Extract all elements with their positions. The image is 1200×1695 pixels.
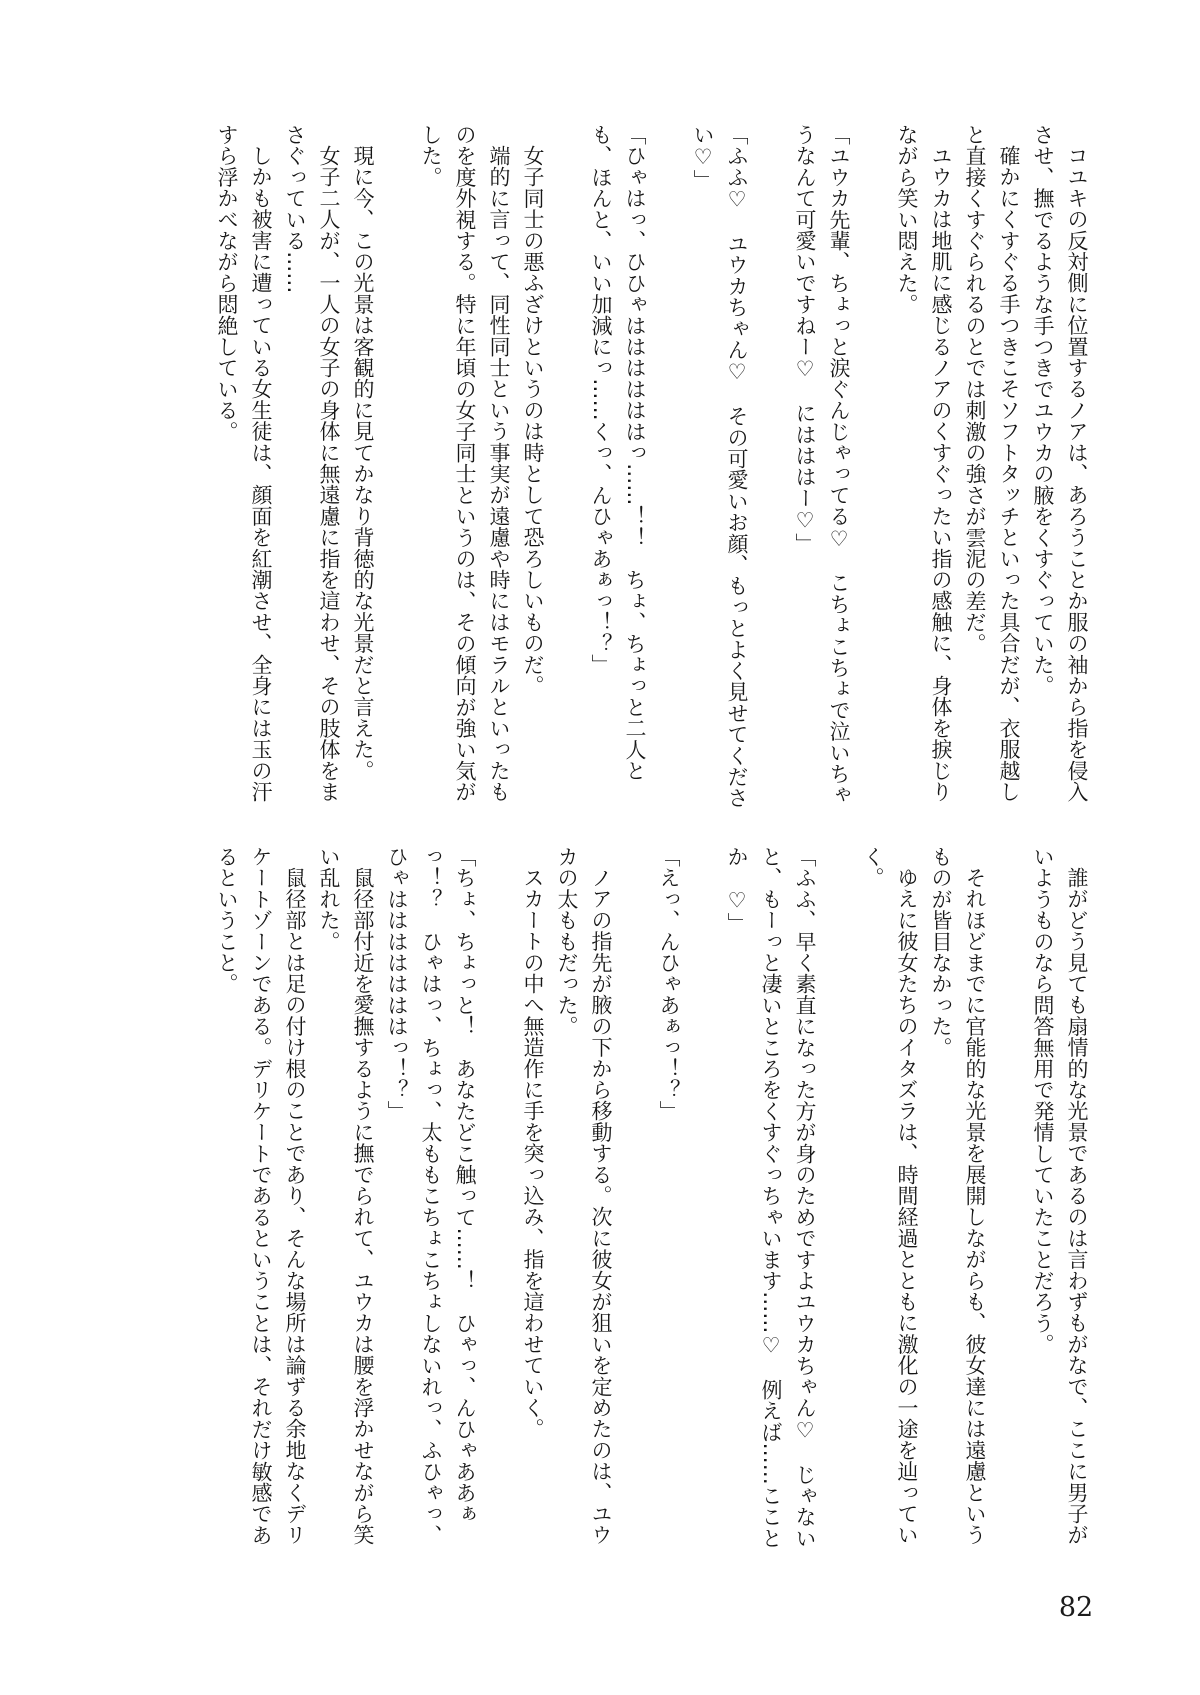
paragraph-dialogue: 「ちょ、ちょっと！ あなたどこ触って……！ ひゃっ、んひゃああぁっ！？ ひゃはっ、ちょっ、太ももこちょこちょしないれっ、ふひゃっ、ひゃはははははははっ！？」 xyxy=(385,846,477,1546)
paragraph: しかも被害に遭っている女生徒は、顔面を紅潮させ、全身には玉の汗すら浮かべながら悶絶している。 xyxy=(215,124,273,803)
paragraph: 女子同士の悪ふざけというのは時として恐ろしいものだ。 xyxy=(521,145,545,697)
text-block-bottom xyxy=(189,846,1094,1560)
paragraph: 現に今、この光景は客観的に見てかなり背徳的な光景だと言えた。 xyxy=(351,145,375,781)
paragraph: 鼠径部とは足の付け根のことであり、そんな場所は論ずる余地なくデリケートゾーンである。デリケートであるということは、それだけ敏感であるということ。 xyxy=(215,846,307,1546)
paragraph: スカートの中へ無造作に手を突っ込み、指を這わせていく。 xyxy=(521,867,545,1440)
paragraph: ユウカは地肌に感じるノアのくすぐったい指の感触に、身体を捩じりながら笑い悶えた。 xyxy=(895,124,953,803)
paragraph: ゆえに彼女たちのイタズラは、時間経過とともに激化の一途を辿っていく。 xyxy=(861,846,919,1546)
paragraph-dialogue: 「ひゃはっ、ひひゃははははははっ……！！ ちょ、ちょっと二人とも、ほんと、いい加減にっ……くっ、んひゃあぁっ！？」 xyxy=(589,124,647,782)
text-block-top xyxy=(189,124,1094,818)
paragraph-dialogue: 「えっ、んひゃあぁっ！？」 xyxy=(657,846,681,1122)
paragraph: コユキの反対側に位置するノアは、あろうことか服の袖から指を侵入させ、撫でるような手つきでユウカの腋をくすぐっていた。 xyxy=(1031,124,1089,803)
paragraph-dialogue: 「ふふ、早く素直になった方が身のためですよユウカちゃん♡ じゃないと、もーっと凄いところをくすぐっちゃいます……♡ 例えば……こことか ♡」 xyxy=(725,846,817,1549)
paragraph: それほどまでに官能的な光景を展開しながらも、彼女達には遠慮というものが皆目なかった。 xyxy=(929,846,987,1546)
paragraph: 端的に言って、同性同士という事実が遠慮や時にはモラルといったものを度外視する。特に年頃の女子同士というのは、その傾向が強い気がした。 xyxy=(419,124,511,803)
page-number: 82 xyxy=(1058,1592,1094,1623)
paragraph: 女子二人が、一人の女子の身体に無遠慮に指を這わせ、その肢体をまさぐっている…… xyxy=(283,124,341,803)
paragraph-dialogue: 「ふふ♡ ユウカちゃん♡ その可愛いお顔、もっとよく見せてください♡」 xyxy=(691,124,749,809)
paragraph-dialogue: 「ユウカ先輩、ちょっと涙ぐんじゃってる♡ こちょこちょで泣いちゃうなんて可愛いですねー♡ にはははー♡」 xyxy=(793,124,851,806)
paragraph: 確かにくすぐる手つきこそソフトタッチといった具合だが、衣服越しと直接くすぐられるのとでは刺激の強さが雲泥の差だ。 xyxy=(963,124,1021,803)
paragraph: 誰がどう見ても扇情的な光景であるのは言わずもがなで、ここに男子がいようものなら問答無用で発情していたことだろう。 xyxy=(1031,846,1089,1546)
paragraph: ノアの指先が腋の下から移動する。次に彼女が狙いを定めたのは、ユウカの太ももだった。 xyxy=(555,846,613,1546)
paragraph: 鼠径部付近を愛撫するように撫でられて、ユウカは腰を浮かせながら笑い乱れた。 xyxy=(317,846,375,1546)
